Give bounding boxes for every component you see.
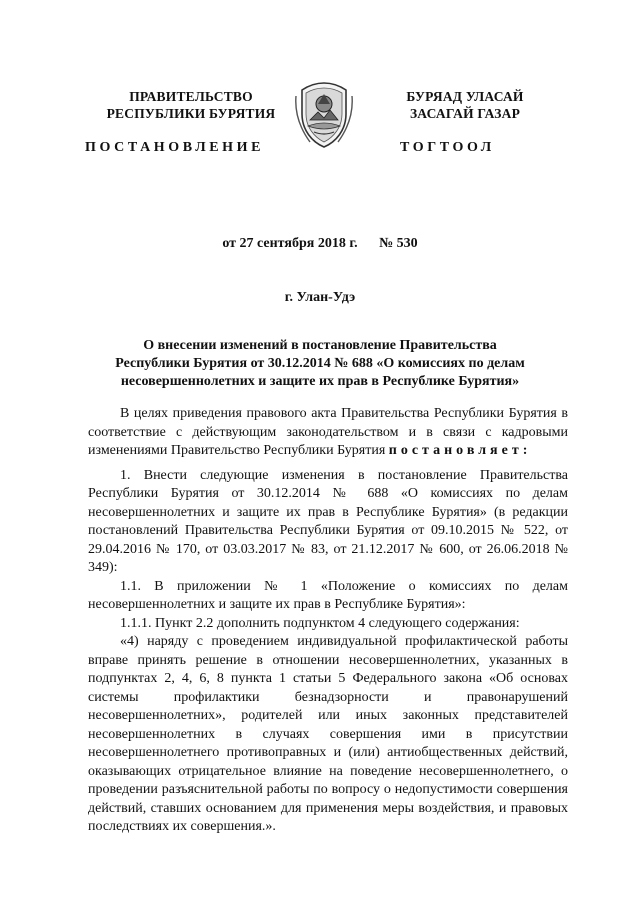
government-name-buryat-line-1: БУРЯАД УЛАСАЙ — [406, 89, 524, 104]
paragraph-quote: «4) наряду с проведением индивидуальной профилактической работы вправе принять решение в отношении несовершеннолетних, указанных в подпунктах 2, 4, 6, 8 пункта 1 статьи 5 Федерального закона «Об основах системы профилактики безнадзорности и правонарушений несовершеннолетних», родителей или иных законных представителей несовершеннолетних в случаях совершения ими в присутствии несовершеннолетнего противоправных и (или) антиобщественных действий, оказывающих отрицательное влияние на поведение несовершеннолетнего, о проведении разъяснительной работы по вопросу о недопустимости совершения действий, ставших основанием для применения меры воздействия, и правовых последствиях их совершения.». — [88, 634, 568, 834]
document-date: от 27 сентября 2018 г. — [222, 236, 358, 251]
resolves-keyword: постановляет: — [388, 443, 532, 458]
government-name-buryat — [380, 88, 550, 122]
document-date-line — [0, 236, 640, 252]
preamble-paragraph — [88, 405, 568, 461]
document-city: г. Улан-Удэ — [284, 290, 356, 305]
government-name-line-1: ПРАВИТЕЛЬСТВО — [129, 89, 253, 104]
title-line-2: Республики Бурятия от 30.12.2014 № 688 «О комиссиях по делам — [115, 356, 525, 371]
paragraph-1: 1. Внести следующие изменения в постановление Правительства Республики Бурятия от 30.12.2014 № 688 «О комиссиях по делам несовершеннолетних и защите их прав в Республике Бурятия» (в редакции постановлений Правительства Республики Бурятия от 09.10.2015 № 522, от 29.04.2016 № 170, от 03.03.2017 № 83, от 21.12.2017 № 600, от 26.06.2018 № 349): — [88, 467, 568, 575]
document-body — [88, 405, 568, 837]
title-line-3: несовершеннолетних и защите их прав в Республике Бурятия» — [120, 374, 520, 389]
preamble-text: В целях приведения правового акта Правительства Республики Бурятия в соответствие с действующим законодательством и в связи с кадровыми изменениями Правительство Республики Бурятия — [88, 406, 568, 458]
government-name-russian — [96, 88, 286, 122]
paragraph-1-1: 1.1. В приложении № 1 «Положение о комиссиях по делам несовершеннолетних и защите их прав в Республике Бурятия»: — [88, 578, 568, 612]
document-title — [88, 337, 552, 391]
decree-label-buryat: ТОГТООЛ — [400, 140, 495, 155]
title-line-1: О внесении изменений в постановление Правительства — [143, 338, 497, 353]
paragraph-1-1-1: 1.1.1. Пункт 2.2 дополнить подпунктом 4 следующего содержания: — [120, 615, 520, 631]
government-name-buryat-line-2: ЗАСАГАЙ ГАЗАР — [409, 106, 521, 121]
coat-of-arms-icon — [292, 80, 356, 150]
decree-label-russian: ПОСТАНОВЛЕНИЕ — [85, 140, 265, 155]
government-name-line-2: РЕСПУБЛИКИ БУРЯТИЯ — [106, 106, 276, 121]
document-number: № 530 — [379, 236, 418, 251]
